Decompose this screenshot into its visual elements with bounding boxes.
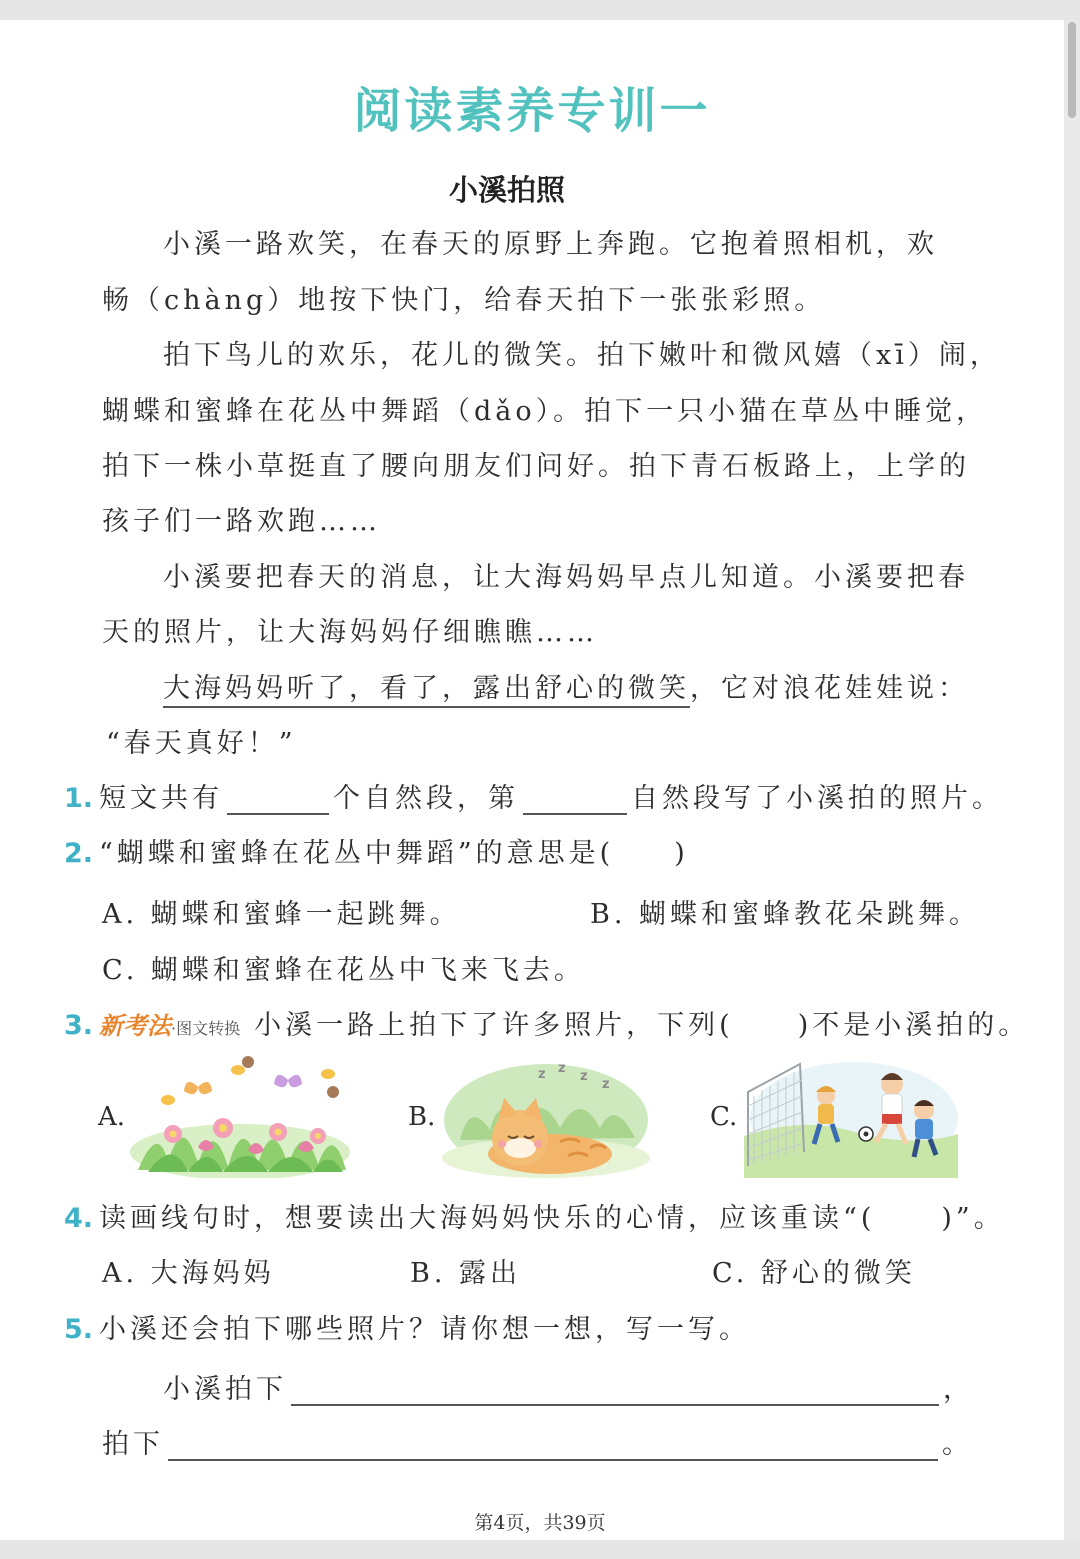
- answer-blank[interactable]: [227, 785, 329, 815]
- answer-punct: ，: [943, 1374, 974, 1405]
- question-2: [64, 831, 689, 870]
- question-number: 3.: [64, 1010, 94, 1041]
- pic-option-b-label[interactable]: B.: [408, 1102, 436, 1132]
- question-3: [64, 1003, 1029, 1042]
- passage-heading: 小溪拍照: [448, 173, 565, 207]
- answer-blank[interactable]: [523, 785, 627, 815]
- question-number: 2.: [64, 838, 94, 869]
- passage-line: 小溪要把春天的消息，让大海妈妈早点儿知道。小溪要把春: [163, 562, 969, 593]
- passage-line: 拍下一株小草挺直了腰向朋友们问好。拍下青石板路上，上学的: [102, 451, 970, 482]
- passage-line: 拍下鸟儿的欢乐，花儿的微笑。拍下嫩叶和微风嬉（xī）闹，: [163, 340, 1001, 371]
- answer-prompt: 拍下: [102, 1429, 164, 1460]
- option-b[interactable]: B. 蝴蝶和蜜蜂教花朵跳舞。: [590, 899, 981, 930]
- question-text: ): [674, 838, 689, 869]
- page-title: 阅读素养专训一: [353, 83, 711, 139]
- question-5: [64, 1307, 750, 1346]
- svg-text:z: z: [558, 1061, 566, 1076]
- flowers-butterflies-picture[interactable]: [128, 1052, 353, 1178]
- passage-line: 孩子们一路欢跑……: [102, 506, 381, 537]
- question-text: )”。: [941, 1203, 1005, 1234]
- passage-line-underlined: [163, 666, 969, 705]
- pic-option-c-label[interactable]: C.: [710, 1102, 738, 1132]
- question-number: 4.: [64, 1203, 94, 1234]
- new-method-badge: 新考法: [99, 1012, 172, 1040]
- question-text: 短文共有: [99, 783, 224, 814]
- svg-text:z: z: [538, 1067, 546, 1082]
- children-football-picture[interactable]: [744, 1056, 958, 1178]
- answer-blank[interactable]: [291, 1376, 939, 1406]
- scrollbar-thumb[interactable]: [1068, 22, 1076, 118]
- page-number: 第4页，共39页: [474, 1512, 606, 1534]
- answer-blank[interactable]: [168, 1431, 938, 1461]
- viewer-bottom-strip: [0, 1540, 1080, 1559]
- question-text: 个自然段，第: [333, 783, 520, 814]
- option-b[interactable]: B. 露出: [410, 1258, 522, 1289]
- question-text: )不是小溪拍的。: [797, 1010, 1030, 1041]
- question-text: “蝴蝶和蜜蜂在花丛中舞蹈”的意思是(: [99, 838, 615, 869]
- passage-line-tail: ，它对浪花娃娃说：: [690, 673, 969, 704]
- passage-line: “春天真好！”: [106, 728, 297, 759]
- question-text: 小溪还会拍下哪些照片？请你想一想，写一写。: [99, 1314, 751, 1345]
- question-1: [64, 776, 1003, 815]
- badge-type: ·图文转换: [171, 1019, 241, 1038]
- answer-prompt: 小溪拍下: [163, 1374, 287, 1405]
- passage-line: 天的照片，让大海妈妈仔细瞧瞧……: [102, 617, 598, 648]
- underlined-sentence: 大海妈妈听了，看了，露出舒心的微笑: [163, 673, 690, 708]
- question-text: 读画线句时，想要读出大海妈妈快乐的心情，应该重读“(: [99, 1203, 876, 1234]
- passage-line: 小溪一路欢笑，在春天的原野上奔跑。它抱着照相机，欢: [163, 229, 938, 260]
- svg-text:z: z: [580, 1069, 588, 1084]
- viewer-top-strip: [0, 0, 1080, 20]
- option-a[interactable]: A. 大海妈妈: [102, 1258, 275, 1289]
- pic-option-a-label[interactable]: A.: [98, 1102, 126, 1132]
- option-c[interactable]: C. 舒心的微笑: [712, 1258, 916, 1289]
- answer-line-2: [102, 1422, 973, 1461]
- option-a[interactable]: A. 蝴蝶和蜜蜂一起跳舞。: [102, 899, 461, 930]
- answer-punct: 。: [942, 1429, 973, 1460]
- option-c[interactable]: C. 蝴蝶和蜜蜂在花丛中飞来飞去。: [102, 955, 585, 986]
- question-4: [64, 1196, 1005, 1235]
- question-number: 1.: [64, 783, 94, 814]
- passage-line: 蝴蝶和蜜蜂在花丛中舞蹈（dǎo）。拍下一只小猫在草丛中睡觉，: [102, 396, 988, 427]
- passage-line: 畅（chàng）地按下快门，给春天拍下一张张彩照。: [102, 285, 826, 316]
- svg-text:z: z: [602, 1077, 610, 1092]
- answer-line-1: [163, 1367, 974, 1406]
- sleeping-cat-picture[interactable]: [440, 1050, 652, 1178]
- question-text: 小溪一路上拍下了许多照片，下列(: [254, 1010, 734, 1041]
- question-text: 自然段写了小溪拍的照片。: [631, 783, 1004, 814]
- question-number: 5.: [64, 1314, 94, 1345]
